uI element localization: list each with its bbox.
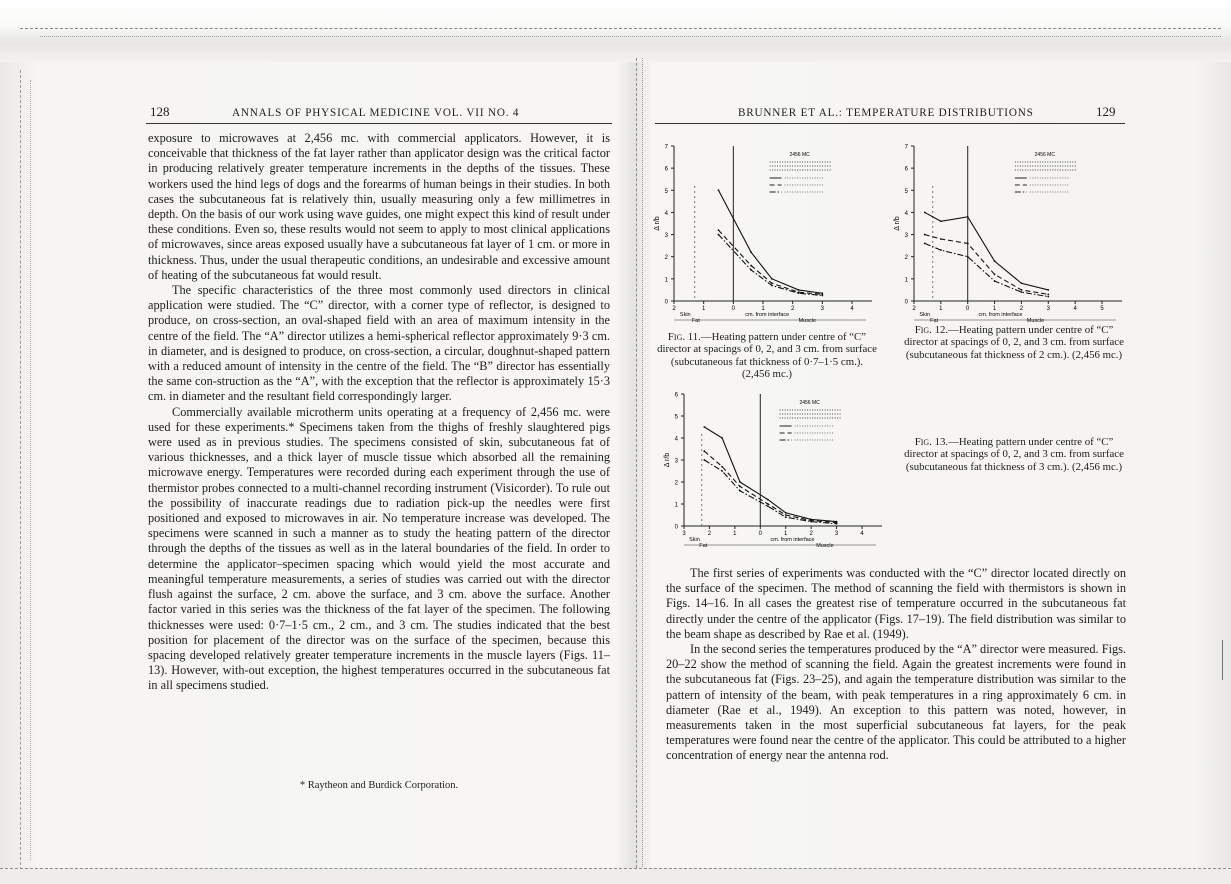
page-number-right: 129: [1096, 104, 1116, 119]
data-point: [810, 521, 812, 523]
x-tick-label: 1: [701, 306, 706, 312]
page-number-left: 128: [150, 104, 170, 119]
region-label-fat: Fat: [691, 318, 700, 324]
data-point: [767, 499, 769, 501]
x-axis-label: cm. from interface: [745, 312, 790, 318]
legend-title: 2456 MC: [1034, 152, 1055, 158]
paragraph: The specific characteristics of the three most commonly used directors in clinical application were studied. The “C” director, with a corner type of reflector, is designed to produce, on cross-section, an oval-shaped field with an area of maximum intensity in the centre of the field. The “A” director utilizes a hemi-spherical reflector approximately 9·3 cm. in diameter, and is designed to produce, on cross-section, a circular, doughnut-shaped pattern with a reduced amount of intensity in the centre of the field. The “B” director has essentially the same con-struction as the “A”, with the exception that the reflector is approximately 15·3 cm. in diameter and the resultant field correspondingly larger.: [148, 283, 610, 404]
y-tick-label: 4: [664, 210, 668, 217]
y-tick-label: 6: [664, 166, 668, 173]
figure-12-chart: [890, 140, 1130, 325]
data-point: [739, 490, 741, 492]
figure-11-chart: [650, 140, 880, 325]
data-point: [994, 274, 996, 276]
data-point: [771, 278, 773, 280]
y-tick-label: 1: [674, 502, 678, 509]
x-axis-label: cm. from interface: [978, 312, 1023, 318]
data-point: [703, 459, 705, 461]
data-point: [739, 481, 741, 483]
data-point: [1021, 282, 1023, 284]
y-tick-label: 4: [674, 436, 678, 443]
data-point: [1047, 296, 1049, 298]
region-label-muscle: Muscle: [798, 318, 817, 324]
data-point: [940, 220, 942, 222]
region-label-fat: Fat: [930, 318, 939, 324]
data-point: [771, 282, 773, 284]
y-tick-label: 5: [674, 414, 678, 421]
data-point: [721, 466, 723, 468]
region-label-fat: Fat: [699, 543, 708, 549]
header-rule-right: [655, 123, 1125, 124]
legend-title: 2456 MC: [799, 400, 820, 406]
series-line-dashed: [704, 451, 836, 523]
data-point: [750, 265, 752, 267]
data-point: [798, 289, 800, 291]
y-tick-label: 5: [904, 188, 908, 195]
data-point: [967, 243, 969, 245]
series-line-solid: [719, 190, 823, 293]
x-tick-label: 2: [809, 531, 813, 537]
series-line-dashdot: [719, 235, 823, 296]
data-point: [798, 292, 800, 294]
data-point: [785, 516, 787, 518]
running-head-right: BRUNNER ET AL.: TEMPERATURE DISTRIBUTIONS: [738, 107, 1034, 119]
right-column-text: [666, 566, 1126, 764]
data-point: [750, 269, 752, 271]
x-tick-label: 3: [834, 531, 839, 537]
data-point: [703, 426, 705, 428]
y-tick-label: 0: [904, 299, 908, 306]
x-tick-label: 3: [820, 306, 825, 312]
region-label-skin: Skin: [679, 312, 691, 318]
center-gutter: [628, 58, 650, 883]
x-tick-label: 3: [682, 531, 686, 537]
x-tick-label: 0: [731, 306, 736, 312]
x-tick-label: 2: [707, 531, 712, 537]
y-tick-label: 4: [904, 210, 908, 217]
scan-bottom-edge: [0, 868, 1231, 884]
paragraph: The first series of experiments was conducted with the “C” director located directly on the surface of the specimen. The method of scanning the field with thermistors is shown in Figs. 14–16. In all cases the greatest rise of temperature occurred in the subcutaneous fat directly under the centre of the applicator (Figs. 17–19). The field distribution was similar to the beam shape as described by Rae et al. (1949).: [666, 566, 1126, 641]
binding-left-inner: [30, 80, 31, 860]
data-point: [836, 523, 838, 525]
y-tick-label: 2: [664, 255, 668, 262]
x-tick-label: 0: [758, 531, 762, 537]
data-point: [721, 470, 723, 472]
x-tick-label: 4: [850, 306, 854, 312]
y-tick-label: 6: [904, 166, 908, 173]
binding-left: [20, 70, 35, 870]
data-point: [767, 505, 769, 507]
x-tick-label: 1: [992, 306, 997, 312]
y-tick-label: 0: [664, 299, 668, 306]
data-point: [994, 260, 996, 262]
x-tick-label: 1: [939, 306, 943, 312]
data-point: [1047, 293, 1049, 295]
y-tick-label: 7: [904, 144, 908, 151]
data-point: [750, 251, 752, 253]
paragraph: exposure to microwaves at 2,456 mc. with commercial applicators. However, it is conceivable that thickness of the fat layer rather than applicator design was the critical factor in producing relatively greater temperature increments in the depths of the tissues. These workers used the hind legs of dogs and the forearms of human beings in their studies. In both cases the subcutaneous fat is relatively thin, usually measuring only a few millimetres in depth. On the basis of our work using wave guides, one might expect this kind of result under these conditions. Even so, these results would not seem to apply to most clinical applications of microwaves, since areas exposed usually have a subcutaneous fat layer of 1 cm. or more in thickness. Thus, under the usual therapeutic conditions, an undesirable and excessive amount of heating of the subcutaneous fat would result.: [148, 131, 610, 282]
scan-top-edge: [0, 0, 1231, 62]
scan-edge-mark: [1222, 640, 1223, 680]
data-point: [924, 234, 926, 236]
x-tick-label: 4: [1073, 306, 1077, 312]
x-tick-label: 1: [733, 531, 737, 537]
region-label-skin: Skin: [919, 312, 931, 318]
region-label-skin: Skin: [689, 537, 700, 543]
y-tick-label: 1: [664, 277, 668, 284]
data-point: [994, 280, 996, 282]
data-point: [924, 212, 926, 214]
y-tick-label: 2: [674, 480, 678, 487]
data-point: [721, 437, 723, 439]
data-point: [967, 216, 969, 218]
x-tick-label: 4: [860, 531, 864, 537]
x-axis-label: cm. from interface: [770, 537, 815, 543]
y-axis-label: Δ r/b: [894, 216, 901, 231]
y-tick-label: 6: [674, 392, 678, 399]
y-tick-label: 3: [904, 233, 908, 240]
data-point: [767, 503, 769, 505]
left-column-text: [148, 131, 610, 694]
data-point: [940, 249, 942, 251]
data-point: [1021, 291, 1023, 293]
figure-12-caption: Fig. 12.—Heating pattern under centre of “C” director at spacings of 0, 2, and 3 cm. from surface (subcutaneous fat thickness of 2 cm.). (2,456 mc.): [904, 324, 1124, 361]
region-label-muscle: Muscle: [1026, 318, 1045, 324]
data-point: [821, 295, 823, 297]
data-point: [924, 243, 926, 245]
x-tick-label: 0: [966, 306, 970, 312]
figure-11-caption: Fig. 11.—Heating pattern under centre of “C” director at spacings of 0, 2, and 3 cm. from surface (subcutaneous fat thickness of 0·7–1·5 cm.). (2,456 mc.): [657, 331, 877, 381]
x-tick-label: 5: [1100, 306, 1104, 312]
data-point: [967, 256, 969, 258]
data-point: [703, 450, 705, 452]
footnote: * Raytheon and Burdick Corporation.: [299, 780, 459, 791]
y-tick-label: 5: [664, 188, 668, 195]
figure-13-caption: Fig. 13.—Heating pattern under centre of “C” director at spacings of 0, 2, and 3 cm. from surface (subcutaneous fat thickness of 3 cm.). (2,456 mc.): [904, 436, 1124, 473]
y-tick-label: 3: [664, 233, 668, 240]
data-point: [1021, 289, 1023, 291]
data-point: [1047, 289, 1049, 291]
paragraph: In the second series the temperatures produced by the “A” director were measured. Figs. 20–22 show the method of scanning the field. Again the greatest increments were found in the subcutaneous fat (Figs. 23–25), and again the temperature distribution was similar to the pattern of intensity of the beam, with peak temperatures in a ring approximately 6 cm. in diameter (Rae et al., 1949). An exception to this pattern was noted, however, in measurements taken in the most superficial subcutaneous fat layers, for the peak temperatures were found near the centre of the applicator. This could be attributed to a higher concentration of energy near the antenna rod.: [666, 642, 1126, 763]
x-tick-label: 2: [912, 306, 916, 312]
y-tick-label: 7: [664, 144, 668, 151]
region-label-muscle: Muscle: [816, 543, 834, 549]
header-rule-left: [146, 123, 612, 124]
data-point: [739, 486, 741, 488]
running-head-left: ANNALS OF PHYSICAL MEDICINE VOL. VII NO. 4: [232, 107, 520, 119]
x-tick-label: 1: [761, 306, 765, 312]
data-point: [940, 238, 942, 240]
series-line-dashdot: [925, 243, 1049, 296]
figure-13-chart: [660, 388, 890, 550]
y-axis-label: Δ r/b: [664, 452, 671, 468]
data-point: [718, 189, 720, 191]
data-point: [718, 234, 720, 236]
y-tick-label: 3: [674, 458, 678, 465]
y-tick-label: 2: [904, 255, 908, 262]
data-point: [785, 512, 787, 514]
x-tick-label: 3: [1046, 306, 1050, 312]
data-point: [785, 514, 787, 516]
legend-title: 2456 MC: [789, 152, 810, 158]
x-tick-label: 2: [1019, 306, 1024, 312]
x-tick-label: 2: [790, 306, 795, 312]
x-tick-label: 2: [672, 306, 676, 312]
paragraph: Commercially available microtherm units operating at a frequency of 2,456 mc. were used for these experiments.* Specimens taken from the thighs of freshly slaughtered pigs were used as in previous studies. The specimens consisted of skin, subcutaneous fat of various thicknesses, and a thick layer of muscle tissue which absorbed all the remaining microwave energy. Temperatures were recorded during each experiment through the use of thermistor probes connected to a multi-channel recording instrument (Visicorder). To rule out the possibility of inaccurate readings due to radiation pick-up the needles were first positioned and exposed to microwaves in air. No temperature increase was developed. The specimens were scanned in such a manner as to study the heating pattern of the director through the depths of the tissues as well as in the lateral boundaries of the field. In order to determine the applicator–specimen spacing which would yield the most accurate and meaningful temperature measurements, a series of studies was carried out with the director flush against the surface, 2 cm. above the surface, and 3 cm. above the surface. Another factor varied in this series was the thickness of the fat layer of the specimen. The following thicknesses were used: 0·7–1·5 cm., 2 cm., and 3 cm. The studies indicated that the best position for placement of the director was on the surface of the specimen, because this spacing developed relatively greater temperature increments in the muscle layers (Figs. 11–13). However, with-out exception, the highest temperatures occurred in the subcutaneous fat in all specimens studied.: [148, 404, 610, 693]
y-tick-label: 0: [674, 524, 678, 531]
data-point: [771, 285, 773, 287]
y-axis-label: Δ r/b: [654, 216, 661, 231]
y-tick-label: 1: [904, 277, 908, 284]
data-point: [718, 229, 720, 231]
x-tick-label: 1: [784, 531, 788, 537]
